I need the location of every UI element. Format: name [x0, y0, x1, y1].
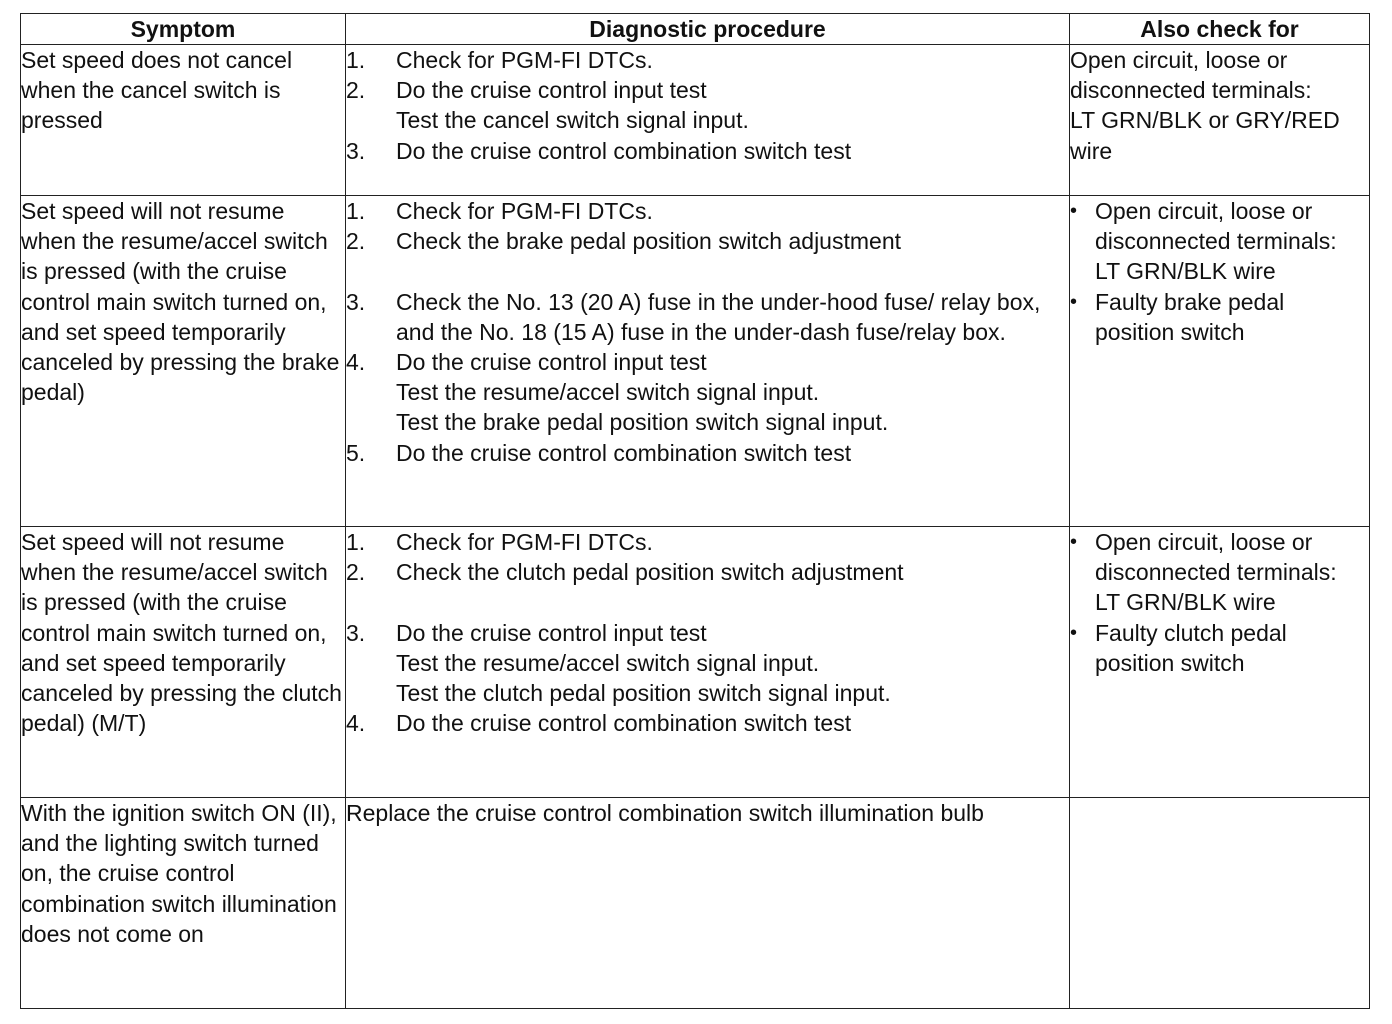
procedure-step [346, 347, 1069, 377]
step-text: Check the brake pedal position switch adjustment [396, 228, 902, 255]
also-check-line: Faulty brake pedal position switch [1095, 288, 1285, 345]
also-check-cell [1070, 798, 1370, 1009]
step-number: 1. [346, 47, 366, 73]
procedure-step [346, 45, 1069, 75]
bullet-icon: • [1070, 621, 1078, 644]
procedure-step [346, 287, 1069, 347]
also-check-line: Open circuit, loose or disconnected terminals: [1095, 529, 1337, 586]
header-also-check-for: Also check for [1070, 14, 1370, 45]
troubleshooting-table-page [20, 13, 1369, 1006]
also-check-bullet [1070, 287, 1369, 347]
step-number: 1. [346, 198, 366, 224]
step-number: 2. [346, 559, 366, 586]
procedure-step [346, 75, 1069, 105]
header-diagnostic-procedure: Diagnostic procedure [346, 14, 1070, 45]
step-sub-line: Test the resume/accel switch signal input. [396, 649, 820, 676]
bullet-icon: • [1070, 200, 1078, 222]
procedure-step [346, 226, 1069, 256]
also-check-bullet [1070, 527, 1369, 618]
step-number: 2. [346, 228, 366, 255]
step-text: Do the cruise control combination switch test [396, 137, 852, 164]
procedure-step [346, 527, 1069, 557]
procedure-step [346, 557, 1069, 587]
symptom-cell: Set speed will not resume when the resume/accel switch is pressed (with the cruise control main switch turned on, and set speed temporarily canceled by pressing the clutch pedal) (M/T) [21, 527, 346, 798]
step-text: Check the clutch pedal position switch adjustment [396, 559, 904, 586]
table-row [21, 798, 1370, 1009]
step-number: 3. [346, 619, 366, 646]
step-number: 3. [346, 288, 366, 315]
also-check-cell [1070, 196, 1370, 527]
also-check-line: Open circuit, loose or disconnected terminals: [1095, 198, 1337, 255]
procedure-step [346, 136, 1069, 166]
table-row [21, 45, 1370, 196]
symptom-cell: Set speed will not resume when the resume/accel switch is pressed (with the cruise control main switch turned on, and set speed temporarily canceled by pressing the brake pedal) [21, 196, 346, 527]
step-number: 3. [346, 137, 366, 164]
procedure-cell [346, 45, 1070, 196]
also-check-bullet [1070, 196, 1369, 287]
procedure-step [346, 708, 1069, 738]
step-number: 1. [346, 529, 366, 555]
step-text: Check for PGM-FI DTCs. [396, 529, 653, 555]
step-text: Do the cruise control combination switch test [396, 710, 852, 737]
step-text: Do the cruise control input test [396, 619, 707, 646]
symptom-cell: Set speed does not cancel when the cancel switch is pressed [21, 45, 346, 196]
table-row [21, 527, 1370, 798]
step-text: Check for PGM-FI DTCs. [396, 198, 653, 224]
table-row [21, 196, 1370, 527]
symptom-cell: With the ignition switch ON (II), and the lighting switch turned on, the cruise control combination switch illumination does not come on [21, 798, 346, 1009]
header-symptom: Symptom [21, 14, 346, 45]
also-check-line: Faulty clutch pedal position switch [1095, 619, 1287, 676]
table-header-row [21, 14, 1370, 45]
step-number: 5. [346, 439, 366, 466]
step-sub-line: Test the cancel switch signal input. [396, 107, 749, 134]
procedure-cell [346, 527, 1070, 798]
step-text: Do the cruise control input test [396, 77, 707, 104]
bullet-icon: • [1070, 290, 1078, 313]
also-check-cell [1070, 45, 1370, 196]
step-text: Check the No. 13 (20 A) fuse in the under-hood fuse/ relay box, and the No. 18 (15 A) fuse in the under-dash fuse/relay box. [396, 288, 1041, 345]
step-sub-line: Test the clutch pedal position switch signal input. [396, 680, 891, 706]
procedure-step [346, 438, 1069, 468]
also-check-line: Open circuit, loose or disconnected terminals: [1070, 47, 1312, 104]
procedure-step [346, 618, 1069, 648]
also-check-line: LT GRN/BLK or GRY/RED wire [1070, 107, 1340, 164]
step-number: 2. [346, 77, 366, 104]
procedure-cell: Replace the cruise control combination switch illumination bulb [346, 798, 1070, 1009]
also-check-bullet [1070, 618, 1369, 678]
bullet-icon: • [1070, 531, 1078, 553]
spacer [346, 256, 1069, 286]
step-text: Do the cruise control combination switch test [396, 439, 852, 466]
procedure-cell [346, 196, 1070, 527]
step-sub-line: Test the resume/accel switch signal input. [396, 379, 820, 406]
step-text: Do the cruise control input test [396, 349, 707, 375]
procedure-step [346, 196, 1069, 226]
step-number: 4. [346, 349, 366, 375]
also-check-cell [1070, 527, 1370, 798]
step-number: 4. [346, 710, 366, 737]
also-check-line: LT GRN/BLK wire [1095, 258, 1276, 285]
step-sub-line: Test the brake pedal position switch signal input. [396, 409, 889, 436]
cruise-control-troubleshooting-table [20, 13, 1370, 1009]
spacer [346, 587, 1069, 617]
also-check-line: LT GRN/BLK wire [1095, 589, 1276, 616]
step-text: Check for PGM-FI DTCs. [396, 47, 653, 73]
